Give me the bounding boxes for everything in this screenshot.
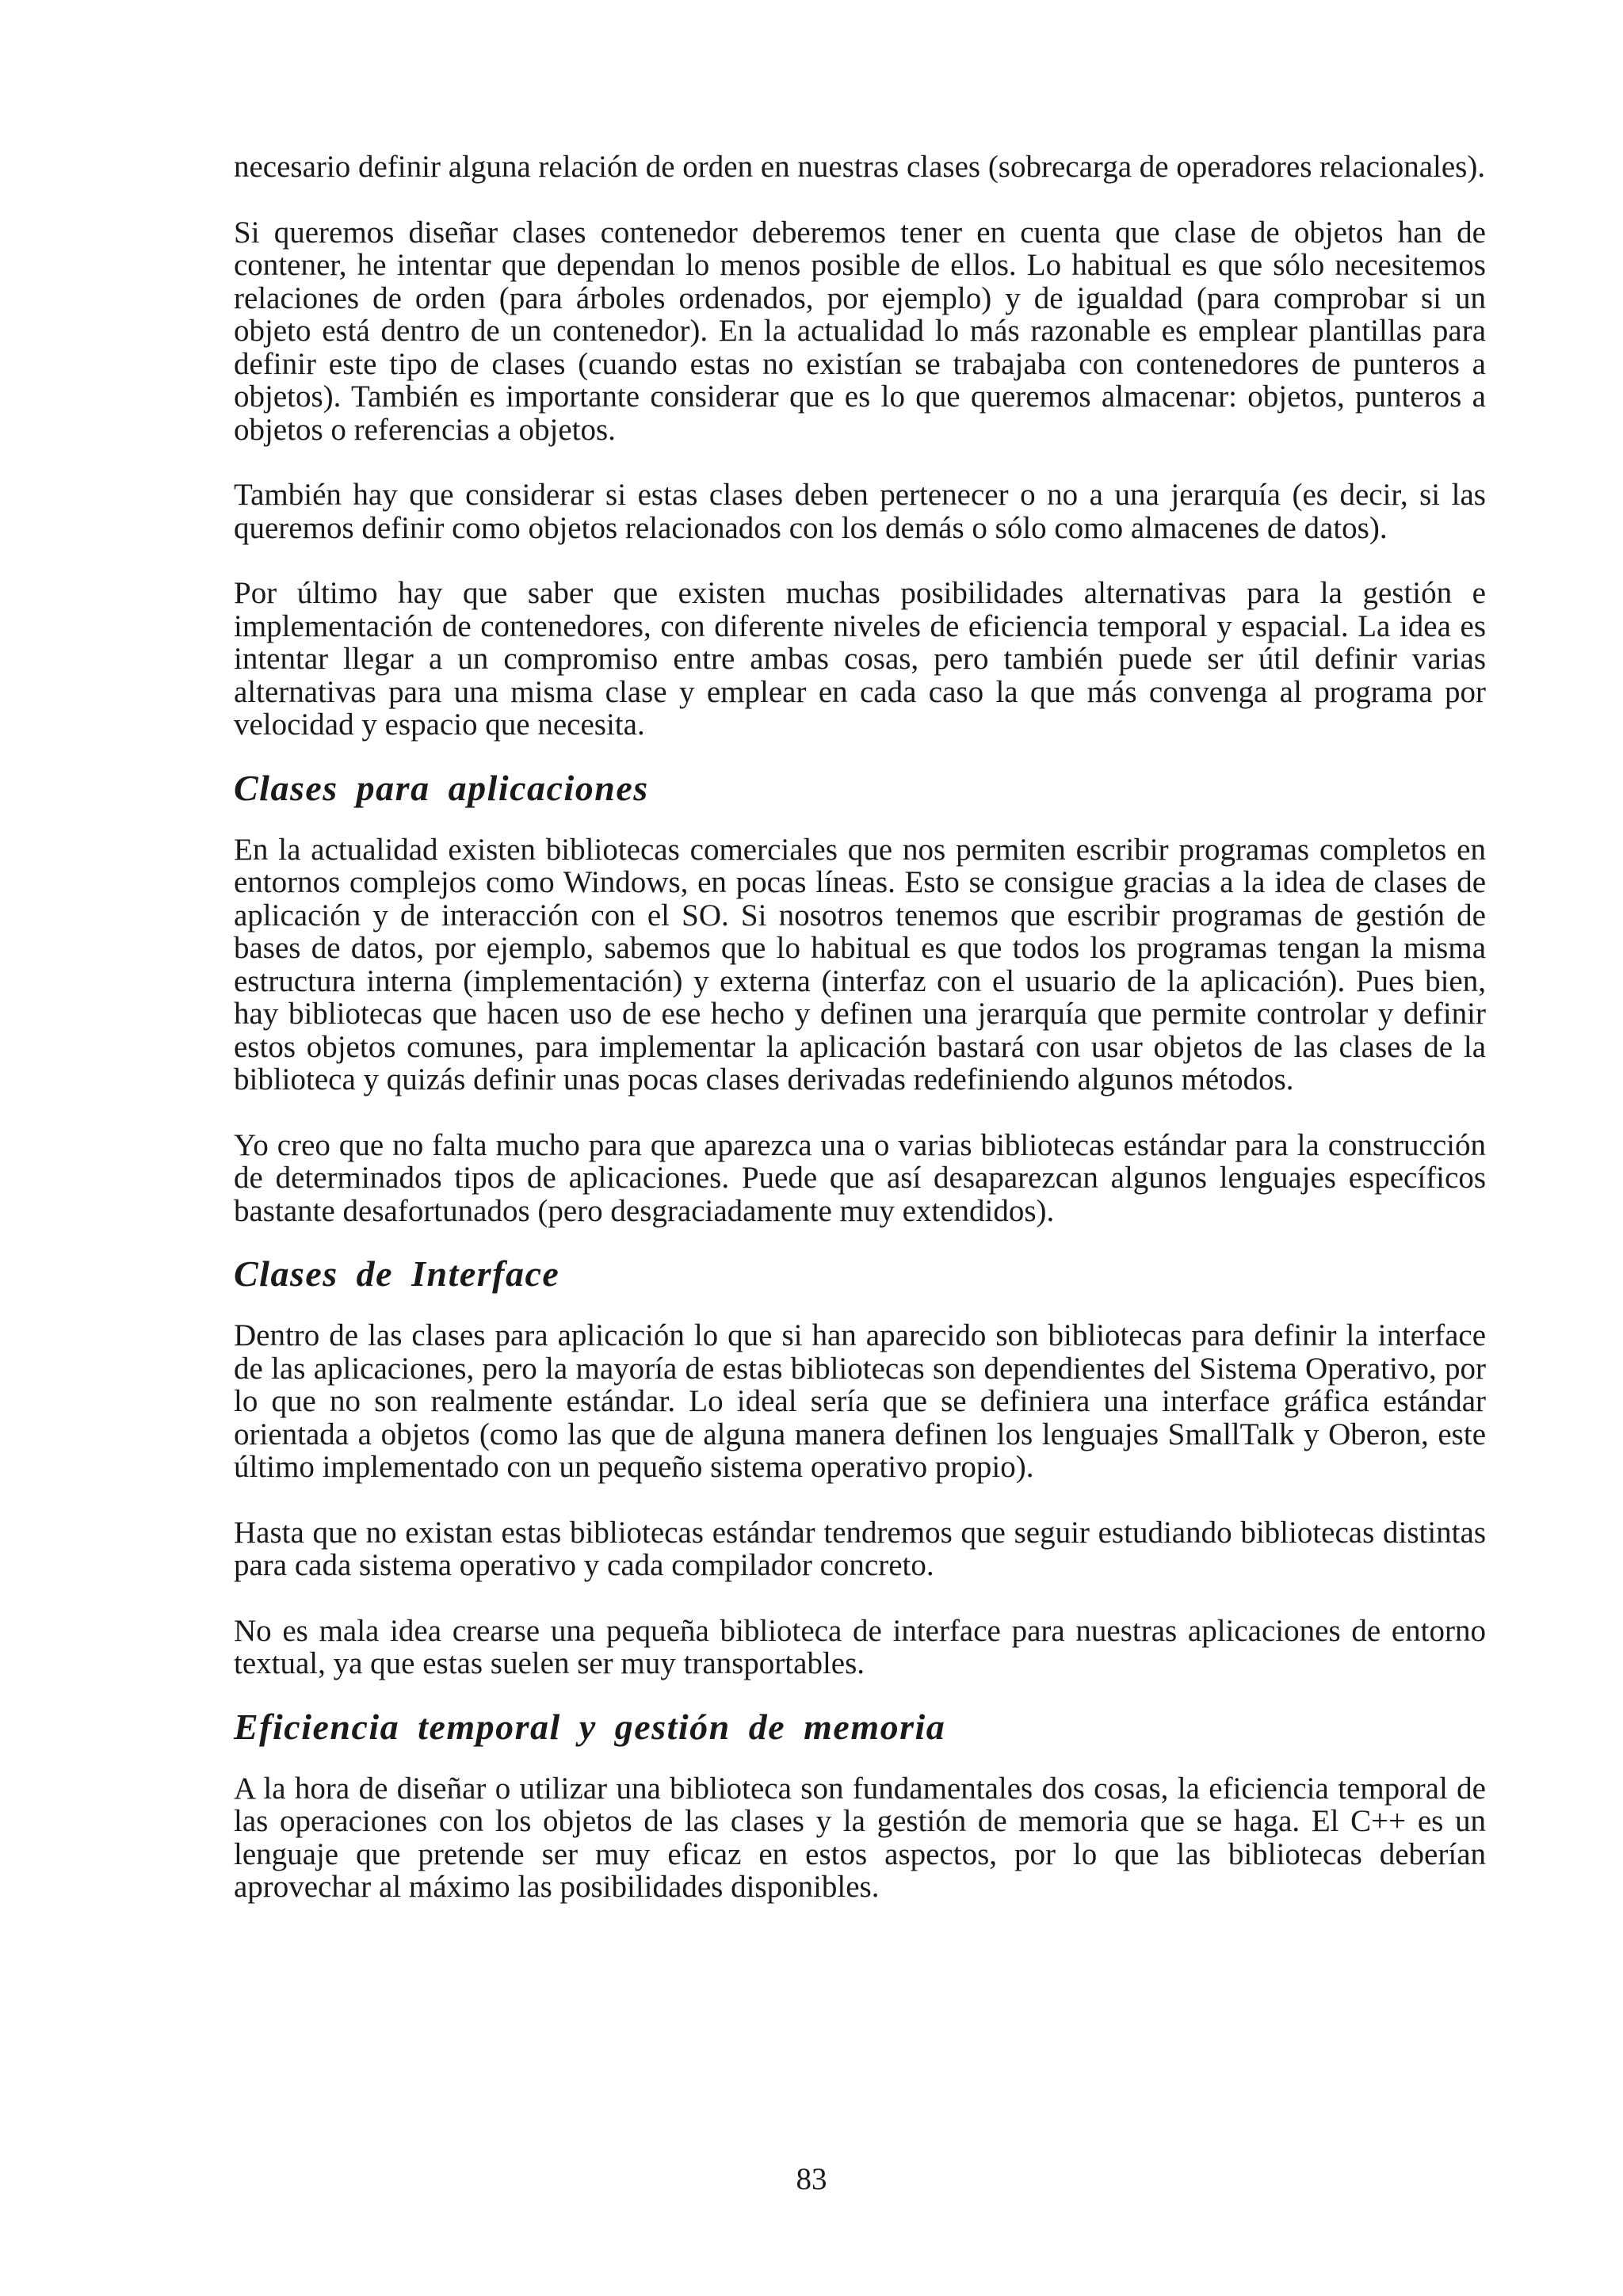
paragraph-eficiencia-memoria: A la hora de diseñar o utilizar una biblioteca son fundamentales dos cosas, la eficiencia temporal de las operaciones con los objetos de las clases y la gestión de memoria que se haga. El C++ es un lenguaje que pretende ser muy eficaz en estos aspectos, por lo que las bibliotecas deberían aprovechar al máximo las posibilidades disponibles. <box>234 1771 1486 1904</box>
paragraph-hasta-que: Hasta que no existan estas bibliotecas estándar tendremos que seguir estudiando bibliotecas distintas para cada sistema operativo y cada compilador concreto. <box>234 1515 1486 1582</box>
section-heading-eficiencia: Eficiencia temporal y gestión de memoria <box>234 1706 946 1747</box>
paragraph-interface-sistema: Dentro de las clases para aplicación lo que si han aparecido son bibliotecas para definir la interface de las aplicaciones, pero la mayoría de estas bibliotecas son dependientes del Sistema Operativo, por lo que no son realmente estándar. Lo ideal sería que se definiera una interface gráfica estándar orientada a objetos (como las que de alguna manera definen los lenguajes SmallTalk y Oberon, este último implementado con un pequeño sistema operativo propio). <box>234 1318 1486 1484</box>
page-number: 83 <box>796 2162 827 2196</box>
section-heading-aplicaciones: Clases para aplicaciones <box>234 767 649 808</box>
paragraph-bibliotecas-estandar: Yo creo que no falta mucho para que aparezca una o varias bibliotecas estándar para la construcción de determinados tipos de aplicaciones. Puede que así desaparezcan algunos lenguajes específicos bastante desafortunados (pero desgraciadamente muy extendidos). <box>234 1127 1486 1228</box>
paragraph-contenedores: Si queremos diseñar clases contenedor deberemos tener en cuenta que clase de objetos han de contener, he intentar que dependan lo menos posible de ellos. Lo habitual es que sólo necesitemos relaciones de orden (para árboles ordenados, por ejemplo) y de igualdad (para comprobar si un objeto está dentro de un contenedor). En la actualidad lo más razonable es emplear plantillas para definir este tipo de clases (cuando estas no existían se trabajaba con contenedores de punteros a objetos). También es importante considerar que es lo que queremos almacenar: objetos, punteros a objetos o referencias a objetos. <box>234 215 1486 447</box>
page-content <box>234 151 1486 1904</box>
paragraph-continuation: necesario definir alguna relación de orden en nuestras clases (sobrecarga de operadores relacionales). <box>234 150 1486 184</box>
paragraph-bibliotecas-comerciales: En la actualidad existen bibliotecas comerciales que nos permiten escribir programas completos en entornos complejos como Windows, en pocas líneas. Esto se consigue gracias a la idea de clases de aplicación y de interacción con el SO. Si nosotros tenemos que escribir programas de gestión de bases de datos, por ejemplo, sabemos que lo habitual es que todos los programas tengan la misma estructura interna (implementación) y externa (interfaz con el usuario de la aplicación). Pues bien, hay bibliotecas que hacen uso de ese hecho y definen una jerarquía que permite controlar y definir estos objetos comunes, para implementar la aplicación bastará con usar objetos de las clases de la biblioteca y quizás definir unas pocas clases derivadas redefiniendo algunos métodos. <box>234 832 1486 1097</box>
paragraph-jerarquia: También hay que considerar si estas clases deben pertenecer o no a una jerarquía (es decir, si las queremos definir como objetos relacionados con los demás o sólo como almacenes de datos). <box>234 478 1486 545</box>
section-heading-interface: Clases de Interface <box>234 1253 560 1294</box>
paragraph-mala-idea: No es mala idea crearse una pequeña biblioteca de interface para nuestras aplicaciones de entorno textual, ya que estas suelen ser muy transportables. <box>234 1613 1486 1680</box>
paragraph-eficiencia-contenedores: Por último hay que saber que existen muchas posibilidades alternativas para la gestión e implementación de contenedores, con diferente niveles de eficiencia temporal y espacial. La idea es intentar llegar a un compromiso entre ambas cosas, pero también puede ser útil definir varias alternativas para una misma clase y emplear en cada caso la que más convenga al programa por velocidad y espacio que necesita. <box>234 576 1486 742</box>
